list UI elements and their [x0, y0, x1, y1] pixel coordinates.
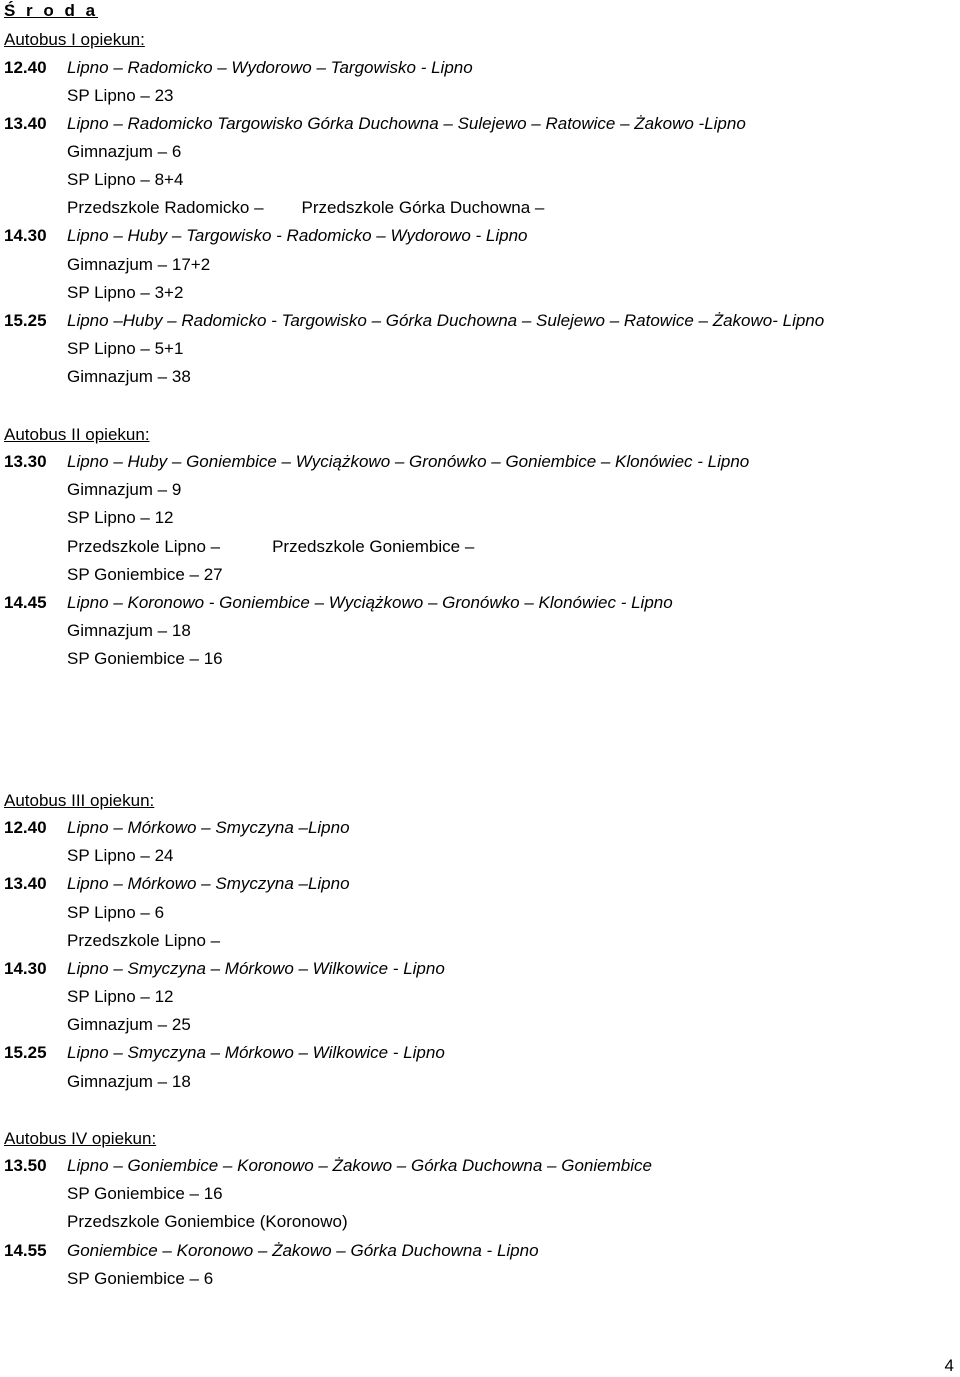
run-route: Lipno – Goniembice – Koronowo – Żakowo – Górka Duchowna – Goniembice	[67, 1156, 652, 1175]
run-route: Lipno – Radomicko Targowisko Górka Duchowna – Sulejewo – Ratowice – Żakowo -Lipno	[67, 114, 746, 133]
stop-line: SP Goniembice – 16	[67, 649, 223, 668]
run-route: Lipno – Smyczyna – Mórkowo – Wilkowice - Lipno	[67, 959, 445, 978]
run-time: 12.40	[4, 818, 47, 837]
preschool-line	[67, 536, 474, 558]
stop-line: SP Lipno – 24	[67, 846, 174, 865]
bus-1-header: Autobus I opiekun:	[4, 30, 145, 49]
bus-3-run-2	[4, 873, 350, 895]
stop-line: Gimnazjum – 9	[67, 480, 182, 499]
stop-line: SP Lipno – 23	[67, 86, 174, 105]
bus-1-run-2	[4, 113, 746, 135]
run-time: 14.30	[4, 226, 47, 245]
stop-line: SP Lipno – 12	[67, 987, 174, 1006]
run-time: 14.55	[4, 1241, 47, 1260]
run-route: Lipno – Huby – Goniembice – Wyciążkowo – Gronówko – Goniembice – Klonówiec - Lipno	[67, 452, 750, 471]
stop-line: SP Lipno – 12	[67, 508, 174, 527]
preschool-item: Przedszkole Górka Duchowna –	[301, 198, 545, 217]
page-number: 4	[944, 1356, 954, 1375]
bus-1-run-1	[4, 57, 473, 79]
run-route: Lipno – Radomicko – Wydorowo – Targowisko - Lipno	[67, 58, 473, 77]
run-route: Lipno – Huby – Targowisko - Radomicko – Wydorowo - Lipno	[67, 226, 528, 245]
stop-line: Przedszkole Goniembice (Koronowo)	[67, 1212, 348, 1231]
run-route: Lipno – Mórkowo – Smyczyna –Lipno	[67, 874, 350, 893]
run-route: Goniembice – Koronowo – Żakowo – Górka Duchowna - Lipno	[67, 1241, 539, 1260]
bus-1-run-3	[4, 225, 528, 247]
stop-line: Przedszkole Lipno –	[67, 931, 221, 950]
run-time: 15.25	[4, 311, 47, 330]
stop-line: SP Lipno – 6	[67, 903, 165, 922]
stop-line: Gimnazjum – 6	[67, 142, 182, 161]
run-time: 14.30	[4, 959, 47, 978]
preschool-line	[67, 197, 544, 219]
preschool-item: Przedszkole Radomicko –	[67, 198, 264, 217]
run-time: 13.40	[4, 114, 47, 133]
bus-4-run-2	[4, 1240, 539, 1262]
bus-3-run-4	[4, 1042, 445, 1064]
stop-line: SP Goniembice – 16	[67, 1184, 223, 1203]
bus-2-run-2	[4, 592, 673, 614]
stop-line: Gimnazjum – 18	[67, 1072, 191, 1091]
bus-3-header: Autobus III opiekun:	[4, 791, 155, 810]
run-route: Lipno – Koronowo - Goniembice – Wyciążkowo – Gronówko – Klonówiec - Lipno	[67, 593, 673, 612]
stop-line: Gimnazjum – 18	[67, 621, 191, 640]
stop-line: SP Lipno – 5+1	[67, 339, 184, 358]
stop-line: Gimnazjum – 17+2	[67, 255, 211, 274]
preschool-item: Przedszkole Lipno –	[67, 537, 221, 556]
run-time: 13.40	[4, 874, 47, 893]
bus-3-run-1	[4, 817, 350, 839]
run-time: 15.25	[4, 1043, 47, 1062]
stop-line: Gimnazjum – 38	[67, 367, 191, 386]
stop-line: SP Goniembice – 6	[67, 1269, 214, 1288]
run-time: 13.50	[4, 1156, 47, 1175]
run-time: 13.30	[4, 452, 47, 471]
day-heading: Ś r o d a	[4, 1, 99, 20]
stop-line: Gimnazjum – 25	[67, 1015, 191, 1034]
run-route: Lipno – Smyczyna – Mórkowo – Wilkowice - Lipno	[67, 1043, 445, 1062]
run-time: 12.40	[4, 58, 47, 77]
preschool-item: Przedszkole Goniembice –	[272, 537, 475, 556]
bus-2-header: Autobus II opiekun:	[4, 425, 150, 444]
stop-line: SP Lipno – 8+4	[67, 170, 184, 189]
run-route: Lipno – Mórkowo – Smyczyna –Lipno	[67, 818, 350, 837]
run-time: 14.45	[4, 593, 47, 612]
stop-line: SP Lipno – 3+2	[67, 283, 184, 302]
bus-1-run-4	[4, 310, 824, 332]
bus-4-run-1	[4, 1155, 652, 1177]
stop-line: SP Goniembice – 27	[67, 565, 223, 584]
bus-3-run-3	[4, 958, 445, 980]
run-route: Lipno –Huby – Radomicko - Targowisko – Górka Duchowna – Sulejewo – Ratowice – Żakowo- Lipno	[67, 311, 825, 330]
bus-4-header: Autobus IV opiekun:	[4, 1129, 157, 1148]
bus-2-run-1	[4, 451, 749, 473]
